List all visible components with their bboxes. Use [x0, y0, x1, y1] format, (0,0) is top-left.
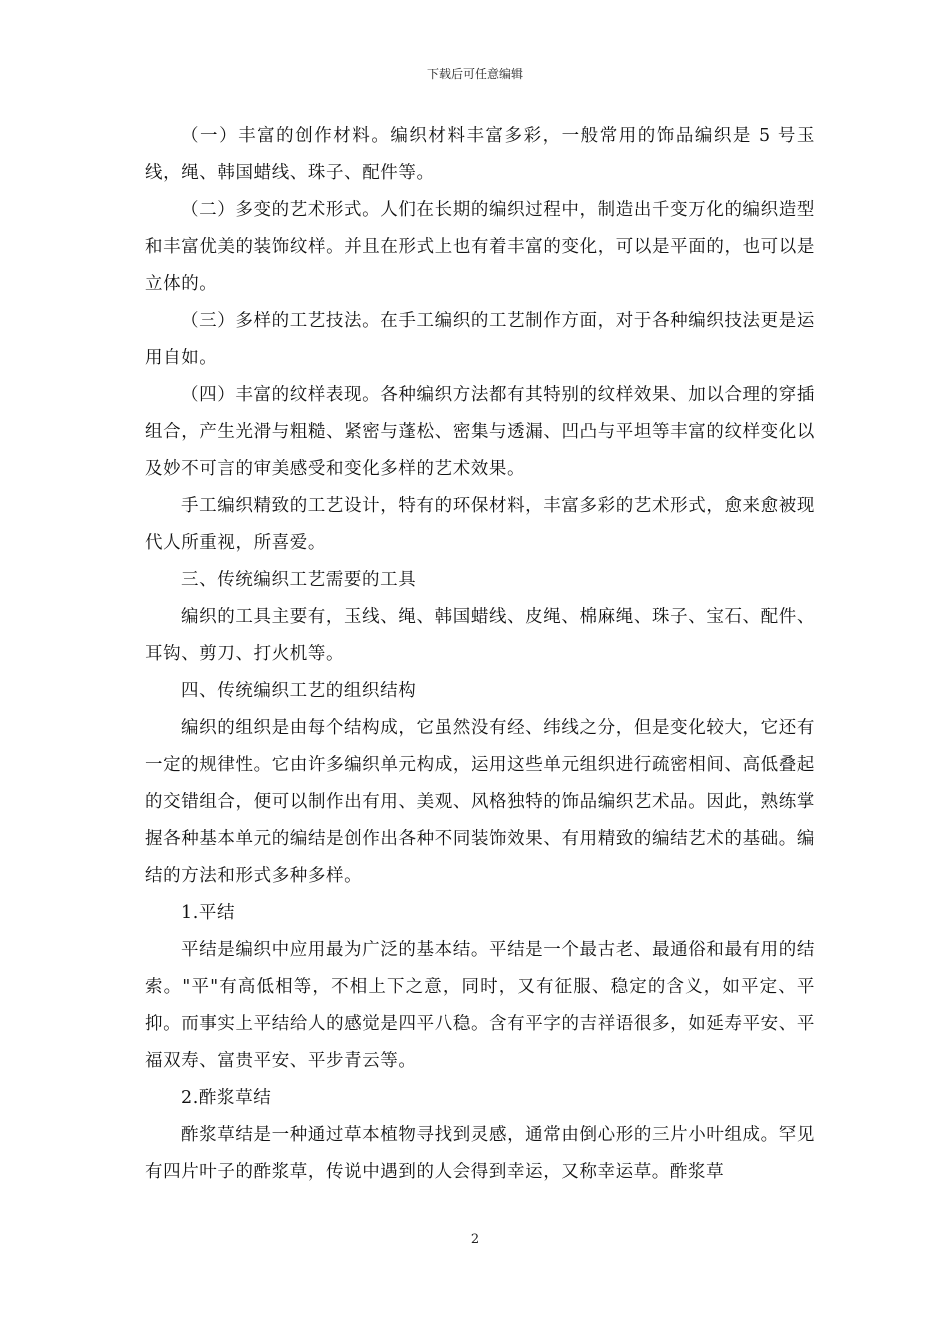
subheading-flat-knot: 1.平结	[181, 903, 236, 923]
subheading-clover-knot: 2.酢浆草结	[181, 1088, 272, 1108]
section-heading-structure: 四、传统编织工艺的组织结构	[181, 681, 417, 701]
paragraph-art-forms: （二）多变的艺术形式。人们在长期的编织过程中，制造出千变万化的编织造型和丰富优美的装饰纹样。并且在形式上也有着丰富的变化，可以是平面的，也可以是立体的。	[145, 200, 815, 294]
paragraph-summary: 手工编织精致的工艺设计，特有的环保材料，丰富多彩的艺术形式，愈来愈被现代人所重视，所喜爱。	[145, 496, 815, 553]
document-body	[145, 118, 815, 1191]
paragraph-tools: 编织的工具主要有，玉线、绳、韩国蜡线、皮绳、棉麻绳、珠子、宝石、配件、耳钩、剪刀、打火机等。	[145, 607, 815, 664]
page-header: 下载后可任意编辑	[426, 67, 523, 81]
paragraph-clover-knot: 酢浆草结是一种通过草本植物寻找到灵感，通常由倒心形的三片小叶组成。罕见有四片叶子的酢浆草，传说中遇到的人会得到幸运，又称幸运草。酢浆草	[145, 1125, 815, 1182]
paragraph-techniques: （三）多样的工艺技法。在手工编织的工艺制作方面，对于各种编织技法更是运用自如。	[145, 311, 815, 368]
paragraph-structure: 编织的组织是由每个结构成，它虽然没有经、纬线之分，但是变化较大，它还有一定的规律性。它由许多编织单元构成，运用这些单元组织进行疏密相间、高低叠起的交错组合，便可以制作出有用、美观、风格独特的饰品编织艺术品。因此，熟练掌握各种基本单元的编结是创作出各种不同装饰效果、有用精致的编结艺术的基础。编结的方法和形式多种多样。	[145, 718, 815, 886]
paragraph-patterns: （四）丰富的纹样表现。各种编织方法都有其特别的纹样效果、加以合理的穿插组合，产生光滑与粗糙、紧密与蓬松、密集与透漏、凹凸与平坦等丰富的纹样变化以及妙不可言的审美感受和变化多样的艺术效果。	[145, 385, 815, 479]
section-heading-tools: 三、传统编织工艺需要的工具	[181, 570, 417, 590]
paragraph-flat-knot: 平结是编织中应用最为广泛的基本结。平结是一个最古老、最通俗和最有用的结索。"平"有高低相等，不相上下之意，同时，又有征服、稳定的含义，如平定、平抑。而事实上平结给人的感觉是四平八稳。含有平字的吉祥语很多，如延寿平安、平福双寿、富贵平安、平步青云等。	[145, 940, 815, 1071]
page-number: 2	[470, 1232, 480, 1247]
paragraph-materials: （一）丰富的创作材料。编织材料丰富多彩，一般常用的饰品编织是 5 号玉线，绳、韩国蜡线、珠子、配件等。	[145, 126, 815, 183]
